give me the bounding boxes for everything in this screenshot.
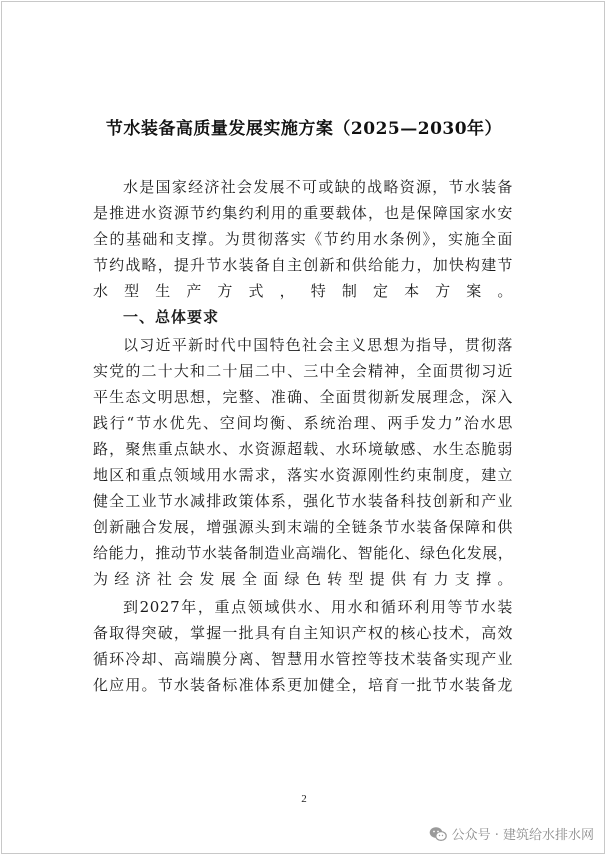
document-body	[93, 174, 513, 698]
paragraph-line: 是推进水资源节约集约利用的重要载体，也是保障国家水安	[93, 204, 513, 223]
paragraph-line: 节约战略，提升节水装备自主创新和供给能力，加快构建节	[93, 256, 513, 275]
paragraph-line: 以习近平新时代中国特色社会主义思想为指导，贯彻落	[123, 335, 513, 354]
paragraph-line: 水是国家经济社会发展不可或缺的战略资源，节水装备	[123, 178, 513, 196]
section-heading: 一、总体要求	[123, 308, 220, 327]
paragraph-line: 化应用。节水装备标准体系更加健全，培育一批节水装备龙	[93, 675, 513, 694]
paragraph-line: 路，聚焦重点缺水、水资源超载、水环境敏感、水生态脆弱	[93, 439, 513, 458]
target-2027-paragraph	[93, 594, 513, 698]
document-title: 节水装备高质量发展实施方案（2025—2030年）	[105, 119, 503, 139]
watermark-text: 公众号 · 建筑给水排水网	[451, 828, 594, 843]
paragraph-line: 创新融合发展，增强源头到末端的全链条节水装备保障和供	[93, 518, 513, 537]
paragraph-line: 给能力，推动节水装备制造业高端化、智能化、绿色化发展，	[93, 544, 513, 563]
watermark	[429, 824, 594, 843]
paragraph-line: 循环冷却、高端膜分离、智慧用水管控等技术装备实现产业	[93, 649, 513, 668]
paragraph-line: 实党的二十大和二十届二中、三中全会精神，全面贯彻习近	[93, 361, 513, 380]
wechat-icon	[429, 826, 447, 842]
paragraph-line: 备取得突破，掌握一批具有自主知识产权的核心技术，高效	[93, 623, 513, 642]
guiding-paragraph	[93, 332, 513, 593]
paragraph-line: 到2027年，重点领域供水、用水和循环利用等节水装	[123, 597, 513, 616]
page-number: 2	[301, 793, 307, 805]
paragraph-line: 全的基础和支撑。为贯彻落实《节约用水条例》，实施全面	[93, 230, 513, 249]
intro-paragraph	[93, 174, 513, 304]
paragraph-line: 地区和重点领域用水需求，落实水资源刚性约束制度，建立	[93, 466, 513, 485]
paragraph-line: 健全工业节水减排政策体系，强化节水装备科技创新和产业	[93, 492, 513, 511]
paragraph-line: 践行“节水优先、空间均衡、系统治理、两手发力”治水思	[93, 413, 513, 432]
paragraph-line: 平生态文明思想，完整、准确、全面贯彻新发展理念，深入	[93, 387, 513, 406]
paragraph-line: 为经济社会发展全面绿色转型提供有力支撑。	[93, 570, 513, 589]
paragraph-line: 水型生产方式，特制定本方案。	[93, 282, 513, 301]
